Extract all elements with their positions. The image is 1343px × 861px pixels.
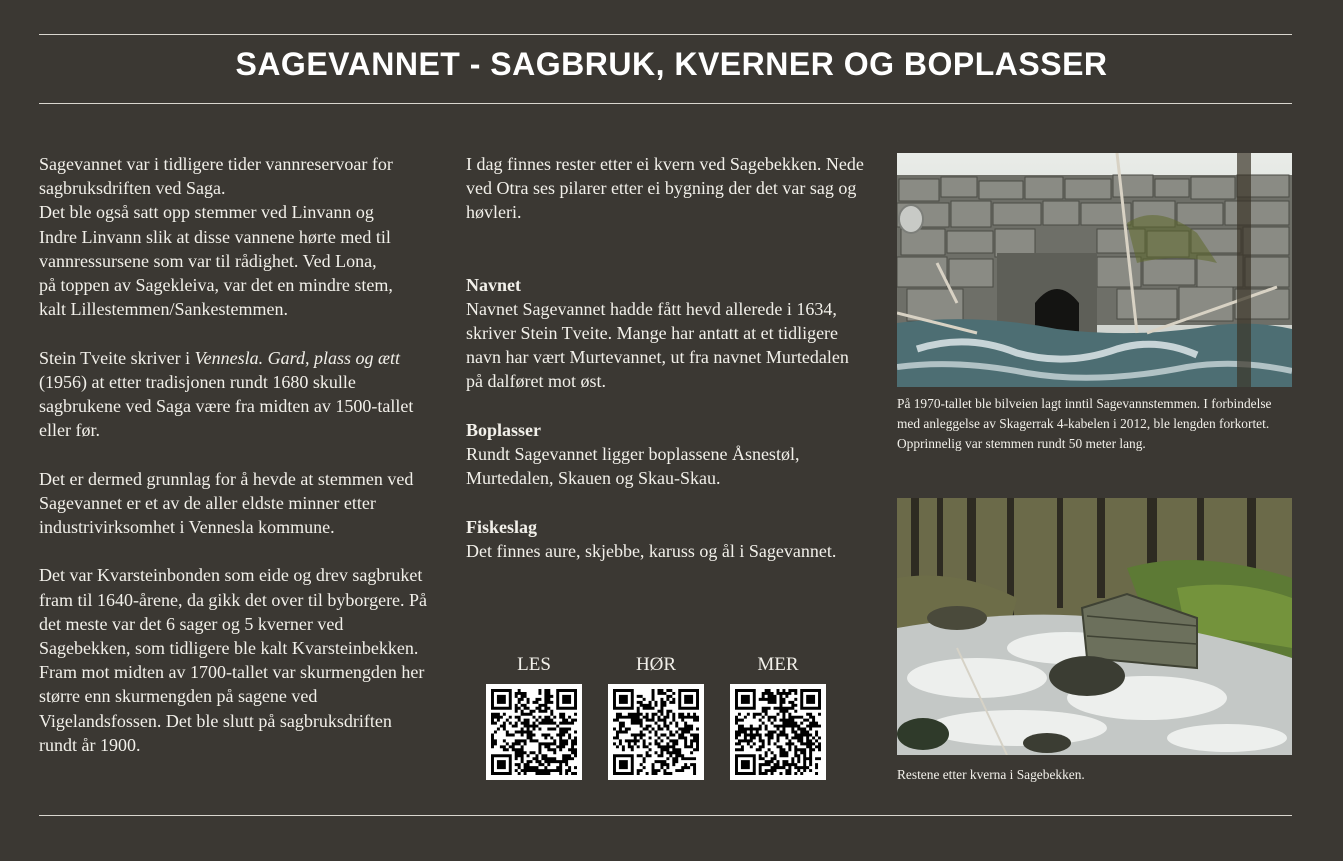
qr-label: MER (757, 654, 799, 675)
photo-stone-dam (897, 153, 1292, 387)
middle-column (466, 152, 866, 587)
book-title: Vennesla. Gard, plass og ætt (194, 347, 400, 368)
qr-code-icon[interactable] (730, 684, 826, 780)
qr-code-icon[interactable] (608, 684, 704, 780)
qr-label: LES (517, 654, 551, 675)
section-text: Navnet Sagevannet hadde fått hevd allerede i 1634, skriver Stein Tveite. Mange har antatt at et tidligere navn har vært Murtevannet, ut fra navnet Murtedalen på dalføret mot øst. (466, 298, 849, 392)
left-paragraph-1 (39, 152, 429, 321)
section-text: Rundt Sagevannet ligger boplassene Åsnestøl, Murtedalen, Skauen og Skau-Skau. (466, 444, 800, 489)
section-heading: Boplasser (466, 419, 542, 440)
bottom-rule (39, 815, 1292, 816)
top-rule (39, 34, 1292, 35)
text-line: sagbruksdriften ved Saga. (39, 178, 226, 199)
text-line: Indre Linvann slik at disse vannene hørte med til (39, 226, 391, 247)
title-rule (39, 103, 1292, 104)
left-paragraph-4: Det var Kvarsteinbonden som eide og drev sagbruket fram til 1640-årene, da gikk det over til byborgere. På det meste var det 6 sager og 5 kverner ved Sagebekken, som tidligere ble kalt Kvarsteinbekken. Fram mot midten av 1700-tallet var skurmengden her større enn skurmengden på sagene ved Vigelandsfossen. Det ble slutt på sagbruksdriften rundt år 1900. (39, 565, 428, 755)
text-run: Stein Tveite skriver i (39, 347, 195, 368)
section-heading: Navnet (466, 274, 521, 295)
text-run: (1956) at etter tradisjonen rundt 1680 skulle sagbrukene ved Saga være fra midten av 1500-tallet eller før. (39, 371, 414, 441)
left-paragraph-2 (39, 346, 429, 443)
text-line: Sagevannet var i tidligere tider vannreservoar for (39, 154, 393, 174)
text-line: vannressursene som var til rådighet. Ved Lona, (39, 250, 377, 271)
qr-les[interactable] (486, 654, 582, 780)
text-line: Det ble også satt opp stemmer ved Linvann og (39, 202, 374, 223)
middle-intro: I dag finnes rester etter ei kvern ved Sagebekken. Nede ved Otra ses pilarer etter ei bygning der det var sag og høvleri. (466, 154, 864, 223)
section-fiskeslag (466, 515, 866, 563)
text-line: kalt Lillestemmen/Sankestemmen. (39, 299, 288, 320)
section-text: Det finnes aure, skjebbe, karuss og ål i Sagevannet. (466, 540, 837, 561)
section-heading: Fiskeslag (466, 516, 538, 537)
section-navnet (466, 273, 866, 394)
photo-mill-stream (897, 498, 1292, 755)
left-paragraph-3: Det er dermed grunnlag for å hevde at stemmen ved Sagevannet er et av de aller eldste minner etter industrivirksomhet i Vennesla kommune. (39, 468, 414, 538)
photo1-caption: På 1970-tallet ble bilveien lagt inntil Sagevannstemmen. I forbindelse med anleggelse av Skagerrak 4-kabelen i 2012, ble lengden forkortet. Opprinnelig var stemmen rundt 50 meter lang. (897, 396, 1272, 451)
left-column (39, 152, 429, 757)
photo2-caption: Restene etter kverna i Sagebekken. (897, 767, 1085, 782)
qr-label: HØR (635, 654, 677, 675)
page-title: SAGEVANNET - SAGBRUK, KVERNER OG BOPLASSER (235, 46, 1108, 82)
qr-mer[interactable] (730, 654, 826, 780)
section-boplasser (466, 418, 866, 491)
text-line: på toppen av Sagekleiva, var det en mindre stem, (39, 275, 393, 296)
qr-code-icon[interactable] (486, 684, 582, 780)
qr-hor[interactable] (608, 654, 704, 780)
